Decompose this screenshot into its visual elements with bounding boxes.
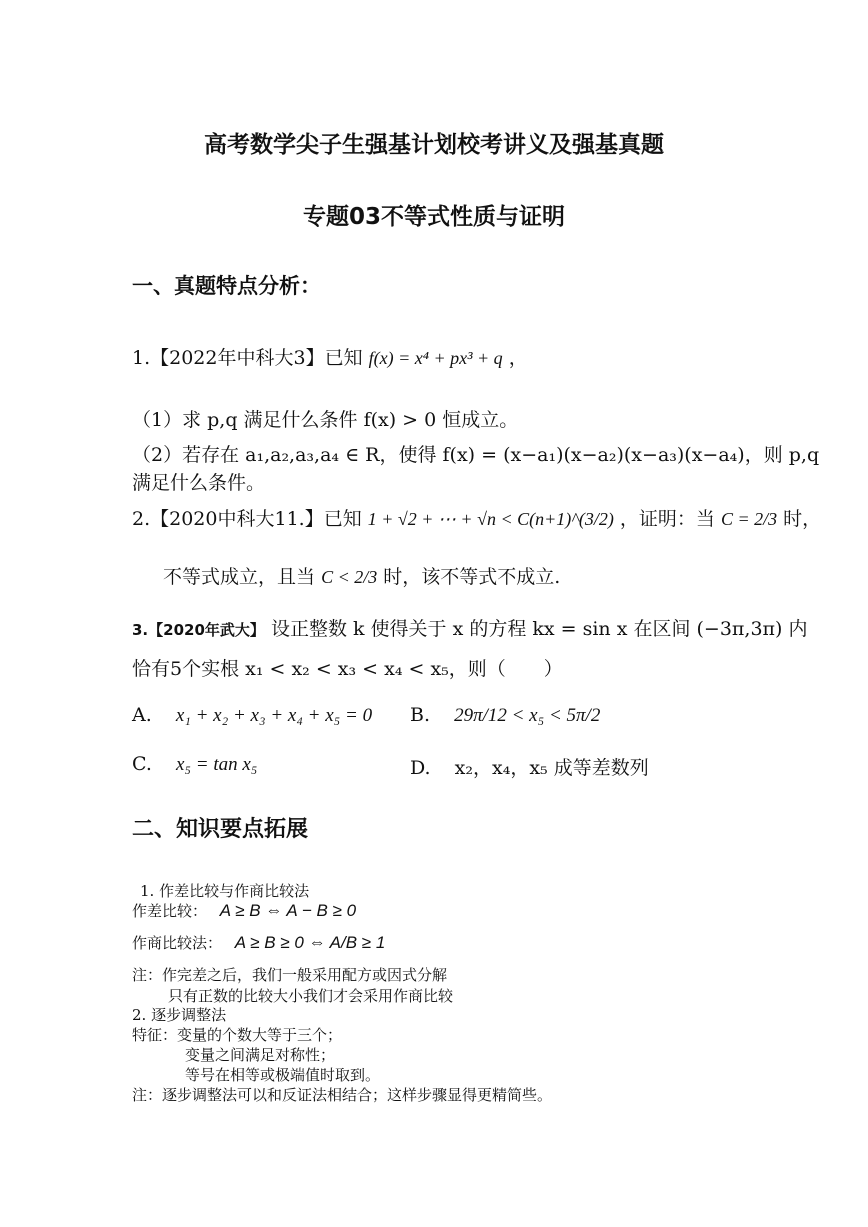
q1-part1: （1）求 p,q 满足什么条件 f(x) > 0 恒成立。	[132, 409, 519, 431]
q3-option-a	[132, 704, 372, 727]
section-heading-knowledge: 二、知识要点拓展	[132, 817, 309, 842]
q3-option-d	[410, 753, 649, 780]
q3-line2: 恰有5个实根 x₁ < x₂ < x₃ < x₄ < x₅，则（ ）	[132, 658, 563, 680]
q1-part2-continued: 满足什么条件。	[132, 472, 266, 494]
q3-option-c	[132, 753, 257, 776]
option-label: B.	[410, 704, 431, 726]
q2-line2	[163, 562, 560, 589]
document-title: 高考数学尖子生强基计划校考讲义及强基真题	[204, 132, 664, 158]
quot-label: 作商比较法：	[132, 934, 223, 952]
q2-prefix: 2.【2020中科大11.】已知	[132, 508, 362, 530]
option-label: D.	[410, 757, 431, 779]
q1-line1	[132, 343, 528, 370]
q2-line2a: 不等式成立，且当	[163, 566, 316, 588]
option-text: 29π/12 < x₅ < 5π/2	[454, 705, 601, 726]
q3-tag: 3.【2020年武大】	[132, 621, 265, 639]
option-text: x₁ + x₂ + x₃ + x₄ + x₅ = 0	[175, 705, 373, 726]
note-2: 注：逐步调整法可以和反证法相结合；这样步骤显得更精简些。	[132, 1086, 553, 1104]
q2-c-less: C < 2/3	[321, 567, 378, 587]
knowledge-heading-1: 1. 作差比较与作商比较法	[140, 882, 310, 900]
topic-subtitle: 专题03不等式性质与证明	[302, 204, 565, 230]
q2-time: 时，	[783, 508, 822, 530]
option-text: x₂，x₄，x₅ 成等差数列	[454, 757, 649, 779]
diff-formula: A ≥ B ⇔ A − B ≥ 0	[219, 901, 357, 920]
q2-mid: ，证明：当	[619, 508, 715, 530]
q3-option-b	[410, 704, 600, 727]
q1-part2: （2）若存在 a₁,a₂,a₃,a₄ ∈ R，使得 f(x) = (x−a₁)(x−a₂)(x−a₃)(x−a₄)，则 p,q	[132, 444, 820, 466]
feature-1: 特征：变量的个数大等于三个；	[132, 1026, 343, 1044]
option-label: A.	[132, 704, 152, 726]
note-1b: 只有正数的比较大小我们才会采用作商比较	[168, 987, 454, 1005]
q2-c-equals: C = 2/3	[720, 509, 778, 529]
diff-compare-line	[132, 900, 356, 921]
q2-line2b: 时，该不等式不成立.	[383, 566, 561, 588]
q2-formula: 1 + √2 + ⋯ + √n < C(n+1)^(3/2)	[367, 509, 614, 529]
diff-label: 作差比较：	[132, 902, 208, 920]
q1-tail: ，	[508, 347, 528, 369]
knowledge-heading-2: 2. 逐步调整法	[132, 1006, 227, 1024]
section-heading-analysis: 一、真题特点分析：	[132, 274, 321, 298]
quot-formula: A ≥ B ≥ 0 ⇔ A/B ≥ 1	[234, 933, 386, 952]
q3-text1: 设正整数 k 使得关于 x 的方程 kx = sin x 在区间 (−3π,3π) 内	[270, 618, 808, 640]
q1-formula: f(x) = x⁴ + px³ + q	[368, 348, 503, 368]
q3-line1	[132, 614, 807, 641]
q2-line1	[132, 504, 821, 531]
note-1a: 注：作完差之后，我们一般采用配方或因式分解	[132, 966, 448, 984]
feature-3: 等号在相等或极端值时取到。	[185, 1066, 381, 1084]
quot-compare-line	[132, 932, 385, 953]
feature-2: 变量之间满足对称性；	[185, 1046, 336, 1064]
q1-prefix: 1.【2022年中科大3】已知	[132, 347, 363, 369]
option-label: C.	[132, 753, 152, 775]
option-text: x₅ = tan x₅	[175, 754, 258, 775]
